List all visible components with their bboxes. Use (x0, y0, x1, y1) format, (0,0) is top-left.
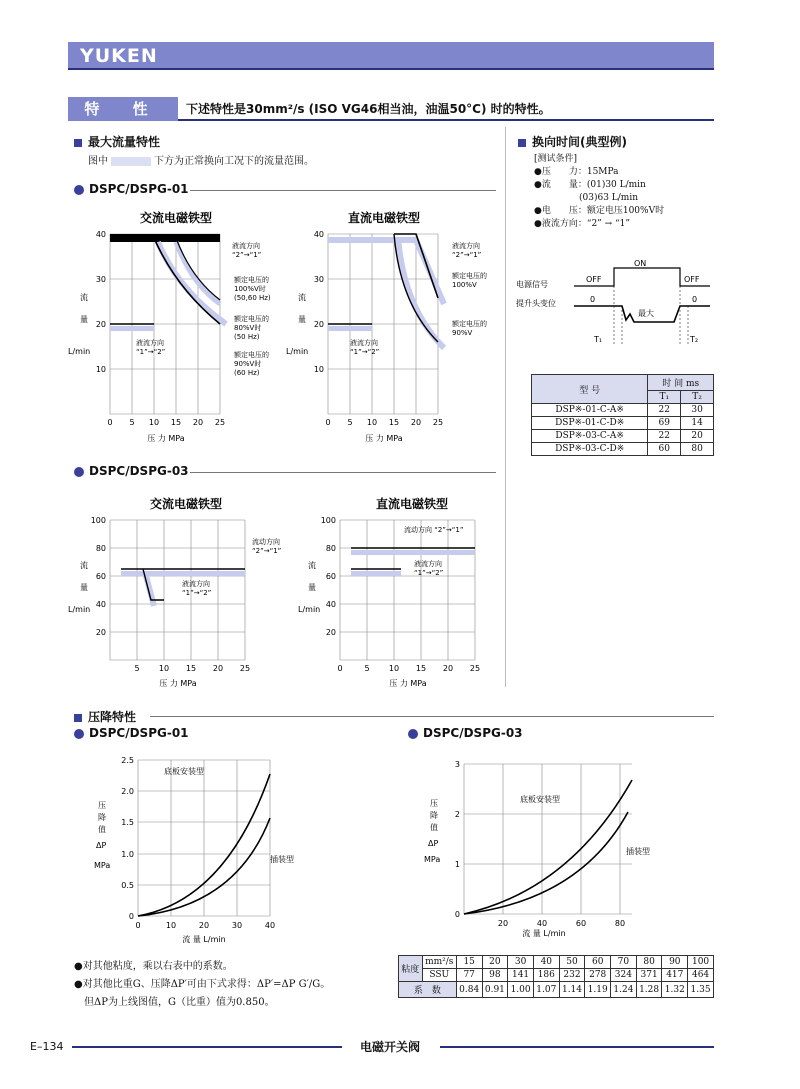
svg-text:10: 10 (313, 365, 324, 374)
svg-text:3: 3 (454, 760, 460, 769)
svg-text:“1”→“2”: “1”→“2” (136, 348, 166, 356)
svg-text:液流方向: 液流方向 (452, 242, 480, 250)
svg-text:T₂: T₂ (690, 335, 699, 344)
maxflow-note: 图中 下方为正常换向工况下的流量范围。 (88, 156, 314, 167)
svg-text:“1”→“2”: “1”→“2” (350, 348, 380, 356)
svg-text:10: 10 (95, 365, 106, 374)
annotations (164, 766, 294, 864)
divider (190, 472, 496, 473)
grid (340, 520, 475, 660)
svg-text:流: 流 (80, 293, 88, 302)
svg-text:0.5: 0.5 (121, 881, 134, 890)
svg-text:100%V: 100%V (452, 281, 477, 289)
footer-rule (440, 1046, 714, 1048)
square-bullet-icon (518, 139, 526, 147)
svg-text:提升头变位: 提升头变位 (516, 299, 556, 308)
svg-text:20: 20 (212, 664, 224, 673)
svg-text:“1”→“2”: “1”→“2” (414, 569, 444, 577)
y-axis-label (286, 292, 308, 356)
svg-text:40: 40 (313, 230, 324, 239)
svg-text:(60 Hz): (60 Hz) (234, 369, 260, 377)
y-axis-label (68, 560, 90, 614)
x-axis-label: 压 力 MPa (365, 434, 403, 443)
svg-text:降: 降 (430, 811, 438, 820)
header-bar (68, 42, 714, 70)
svg-text:流: 流 (298, 293, 306, 302)
svg-text:“1”→“2”: “1”→“2” (182, 589, 212, 597)
spec-description: 下述特性是30mm²/s (ISO VG46相当油，油温50°C) 时的特性。 (186, 102, 551, 116)
svg-text:液流方向: 液流方向 (182, 580, 210, 588)
svg-text:额定电压的: 额定电压的 (452, 272, 487, 280)
svg-text:100: 100 (90, 516, 106, 525)
x-axis-label: 流 量 L/min (522, 929, 566, 938)
svg-text:90%V: 90%V (452, 329, 473, 337)
svg-text:0: 0 (590, 295, 596, 304)
svg-text:0: 0 (135, 921, 141, 930)
svg-text:20: 20 (442, 664, 454, 673)
x-axis-label: 压 力 MPa (389, 679, 427, 688)
svg-text:5: 5 (129, 418, 135, 427)
svg-text:插装型: 插装型 (270, 855, 294, 864)
svg-text:流动方向: 流动方向 (252, 538, 280, 546)
svg-text:(50 Hz): (50 Hz) (234, 333, 260, 341)
svg-text:10: 10 (165, 921, 177, 930)
svg-text:30: 30 (231, 921, 243, 930)
svg-text:20: 20 (313, 320, 324, 329)
svg-text:“2”→“1”: “2”→“1” (232, 251, 262, 259)
svg-text:ON: ON (634, 259, 647, 268)
y-axis-label (68, 292, 90, 356)
page-number: E–134 (30, 1040, 64, 1053)
svg-text:值: 值 (98, 825, 106, 834)
svg-text:量: 量 (80, 315, 88, 324)
svg-text:40: 40 (95, 600, 106, 609)
footer-title: 电磁开关阀 (360, 1040, 421, 1054)
svg-text:20: 20 (198, 921, 210, 930)
svg-text:电源信号: 电源信号 (516, 280, 548, 289)
dspc03-heading: DSPC/DSPG-03 (74, 464, 189, 478)
svg-text:5: 5 (134, 664, 140, 673)
divider (150, 716, 714, 717)
svg-text:MPa: MPa (94, 861, 111, 870)
svg-text:量: 量 (80, 583, 88, 592)
svg-text:2: 2 (454, 810, 460, 819)
y-axis-label (94, 801, 110, 870)
svg-text:“2”→“1”: “2”→“1” (252, 547, 282, 555)
svg-text:40: 40 (536, 919, 548, 928)
svg-text:80: 80 (614, 919, 626, 928)
chart-03-ac (66, 494, 306, 694)
pd03-heading: DSPC/DSPG-03 (408, 726, 523, 740)
svg-text:量: 量 (298, 315, 306, 324)
svg-text:10: 10 (148, 418, 160, 427)
svg-text:MPa: MPa (424, 855, 441, 864)
svg-text:30: 30 (95, 275, 106, 284)
chart-03-dc (292, 494, 532, 694)
svg-text:额定电压的: 额定电压的 (234, 276, 269, 284)
svg-text:25: 25 (432, 418, 444, 427)
svg-text:80: 80 (95, 544, 106, 553)
svg-text:0: 0 (107, 418, 113, 427)
divider (190, 190, 496, 191)
switch-time-table: 型 号 时 间 ms T₁ T₂ DSP※-01-C-A※ 22 30 DSP※-01-C-D※ 69 14 DSP※-03-C-A※ 22 20 DSP※-03-C-D※ 60 80 (531, 374, 714, 456)
svg-text:20: 20 (410, 418, 422, 427)
svg-text:L/min: L/min (298, 605, 321, 614)
svg-text:液流方向: 液流方向 (350, 339, 378, 347)
svg-text:5: 5 (364, 664, 370, 673)
svg-text:1: 1 (454, 860, 460, 869)
svg-text:底板安装型: 底板安装型 (520, 795, 560, 804)
circle-bullet-icon (74, 185, 84, 195)
pd01-heading: DSPC/DSPG-01 (74, 726, 189, 740)
svg-text:15: 15 (415, 664, 427, 673)
chart-title: 直流电磁铁型 (347, 211, 421, 225)
spec-title: 特 性 (68, 97, 178, 121)
svg-text:60: 60 (95, 572, 106, 581)
svg-text:量: 量 (308, 583, 316, 592)
circle-bullet-icon (408, 729, 418, 739)
svg-text:液流方向: 液流方向 (414, 560, 442, 568)
svg-text:5: 5 (347, 418, 353, 427)
series-line-insert (464, 812, 628, 914)
svg-text:25: 25 (469, 664, 481, 673)
timing-diagram (514, 254, 714, 354)
chart-title: 交流电磁铁型 (139, 211, 213, 225)
svg-text:“2”→“1”: “2”→“1” (452, 251, 482, 259)
grid (110, 520, 245, 660)
svg-text:15: 15 (170, 418, 182, 427)
square-bullet-icon (74, 714, 82, 722)
circle-bullet-icon (74, 729, 84, 739)
chart-title: 直流电磁铁型 (375, 497, 449, 511)
svg-text:10: 10 (388, 664, 400, 673)
svg-text:流动方向 “2”→“1”: 流动方向 “2”→“1” (404, 526, 464, 534)
svg-text:60: 60 (325, 572, 336, 581)
svg-text:降: 降 (98, 813, 106, 822)
chart-title: 交流电磁铁型 (149, 497, 223, 511)
svg-text:插装型: 插装型 (626, 847, 650, 856)
svg-text:20: 20 (95, 320, 106, 329)
svg-text:压: 压 (430, 799, 438, 808)
spec-divider (178, 119, 714, 121)
y-axis-label (298, 560, 320, 614)
switch-heading: 换向时间(典型例) (518, 133, 627, 150)
table-row: DSP※-01-C-D※ 69 14 (532, 417, 714, 430)
viscosity-table: 粘度 mm²/s 15 20 30 40 50 60 70 80 90 100 SSU 77 98 141 186 232 278 324 371 417 464 系 数 0.84 0.91 1.00 1.07 1.14 1.19 1.24 1.28 1.32 1.35 (398, 955, 714, 998)
y-axis-label (424, 799, 440, 864)
chart-01-dc (284, 208, 524, 448)
svg-text:25: 25 (214, 418, 226, 427)
column-divider (505, 127, 506, 687)
svg-text:1.0: 1.0 (121, 850, 134, 859)
annotations (350, 241, 487, 356)
svg-text:值: 值 (430, 823, 438, 832)
svg-text:T₁: T₁ (594, 335, 603, 344)
svg-text:0: 0 (128, 912, 134, 921)
svg-text:压: 压 (98, 801, 106, 810)
svg-text:0: 0 (325, 418, 331, 427)
svg-text:60: 60 (575, 919, 587, 928)
svg-text:L/min: L/min (68, 347, 91, 356)
svg-text:最大: 最大 (638, 309, 654, 318)
svg-text:20: 20 (95, 628, 106, 637)
svg-text:90%V时: 90%V时 (234, 360, 262, 368)
chart-01-ac (66, 208, 316, 448)
chart-pd-01 (86, 750, 306, 950)
chart-pd-03 (420, 750, 660, 950)
flow-range-band (158, 242, 226, 324)
svg-text:额定电压的: 额定电压的 (452, 320, 487, 328)
brand-logo: YUKEN (80, 45, 158, 67)
svg-text:25: 25 (239, 664, 251, 673)
test-conditions: [测试条件] ●压 力：15MPa ●流 量：(01)30 L/min (03)63 L/min ●电 压：额定电压100%V时 ●液流方向：“2” → “1” (534, 154, 665, 229)
svg-text:15: 15 (388, 418, 400, 427)
svg-text:OFF: OFF (684, 275, 700, 284)
grid (138, 760, 270, 916)
svg-text:液流方向: 液流方向 (232, 242, 260, 250)
svg-text:20: 20 (192, 418, 204, 427)
svg-text:2.0: 2.0 (121, 787, 134, 796)
svg-text:20: 20 (325, 628, 336, 637)
svg-text:ΔP: ΔP (96, 841, 107, 850)
square-bullet-icon (74, 139, 82, 147)
maxflow-heading: 最大流量特性 (74, 133, 160, 150)
pd-heading: 压降特性 (74, 708, 136, 725)
footer-rule (72, 1046, 342, 1048)
svg-text:10: 10 (158, 664, 170, 673)
svg-text:20: 20 (497, 919, 509, 928)
svg-text:15: 15 (185, 664, 197, 673)
svg-text:流: 流 (80, 561, 88, 570)
svg-text:L/min: L/min (286, 347, 309, 356)
svg-text:底板安装型: 底板安装型 (164, 767, 204, 776)
grid (464, 764, 632, 914)
svg-text:流: 流 (308, 561, 316, 570)
pd-notes: ●对其他粘度，乘以右表中的系数。 ●对其他比重G、压降ΔP′可由下式求得：ΔP′=ΔP G′/G。 但ΔP为上线图值，G（比重）值为0.850。 (74, 961, 331, 1008)
svg-text:80: 80 (325, 544, 336, 553)
svg-text:0: 0 (692, 295, 698, 304)
svg-text:30: 30 (313, 275, 324, 284)
svg-text:0: 0 (454, 910, 460, 919)
svg-text:10: 10 (366, 418, 378, 427)
svg-text:40: 40 (325, 600, 336, 609)
svg-text:80%V时: 80%V时 (234, 324, 262, 332)
svg-text:0: 0 (337, 664, 343, 673)
table-row: DSP※-03-C-D※ 60 80 (532, 443, 714, 456)
x-axis-label: 压 力 MPa (159, 679, 197, 688)
svg-text:额定电压的: 额定电压的 (234, 315, 269, 323)
svg-text:ΔP: ΔP (428, 839, 439, 848)
dspc01-heading: DSPC/DSPG-01 (74, 182, 189, 196)
svg-text:L/min: L/min (68, 605, 91, 614)
annotations (520, 794, 650, 856)
flow-band (110, 234, 220, 242)
svg-text:40: 40 (264, 921, 276, 930)
svg-text:2.5: 2.5 (121, 756, 134, 765)
x-axis-label: 压 力 MPa (147, 434, 185, 443)
circle-bullet-icon (74, 467, 84, 477)
svg-text:额定电压的: 额定电压的 (234, 351, 269, 359)
svg-text:40: 40 (95, 230, 106, 239)
svg-text:液流方向: 液流方向 (136, 339, 164, 347)
svg-text:OFF: OFF (586, 275, 602, 284)
table-row: DSP※-03-C-A※ 22 20 (532, 430, 714, 443)
x-axis-label: 流 量 L/min (182, 935, 226, 944)
svg-text:(50,60 Hz): (50,60 Hz) (234, 294, 271, 302)
svg-text:1.5: 1.5 (121, 818, 134, 827)
svg-text:100: 100 (320, 516, 336, 525)
svg-text:100%V时: 100%V时 (234, 285, 266, 293)
annotations (182, 537, 281, 597)
table-row: DSP※-01-C-A※ 22 30 (532, 404, 714, 417)
